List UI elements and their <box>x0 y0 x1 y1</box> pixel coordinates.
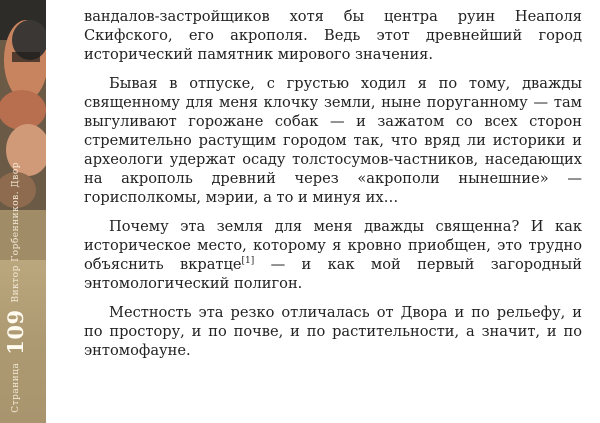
paragraph-3-tail: — и как мой первый загородный энтомологический полигон. <box>84 256 582 292</box>
footnote-link[interactable]: [1] <box>241 256 255 267</box>
page-number: 109 <box>3 310 28 356</box>
side-strip <box>0 0 46 423</box>
page-label: Страница <box>11 362 21 413</box>
paragraph-3 <box>84 217 582 293</box>
author-title: Виктор Горбенников. Двор <box>11 162 21 303</box>
paragraph-2: Бывая в отпуске, с грустью ходил я по тому, дважды священному для меня клочку земли, ныне поруганному — там выгуливают горожане собак — и зажатом со всех сторон стремительно растущим городом так, что вряд ли историки и археологи удержат осаду толстосумов-частников, наседающих на акрополь древний через «акрополи нынешние» — горисполкомы, мэрии, а то и минуя их… <box>84 75 582 206</box>
paragraph-4: Местность эта резко отличалась от Двора и по рельефу, и по простору, и по почве, и по растительности, а значит, и по энтомофауне. <box>84 304 582 359</box>
side-caption <box>4 162 28 413</box>
paragraph-1: вандалов-застройщиков хотя бы центра руин Неаполя Скифского, его акрополя. Ведь этот древнейший город исторический памятник мирового значения. <box>84 8 582 63</box>
page-body <box>84 7 582 370</box>
paragraph-3-text: Почему эта земля для меня дважды священна? И как историческое место, которому я кровно приобщен, это трудно объяснить вкратце <box>84 218 582 273</box>
